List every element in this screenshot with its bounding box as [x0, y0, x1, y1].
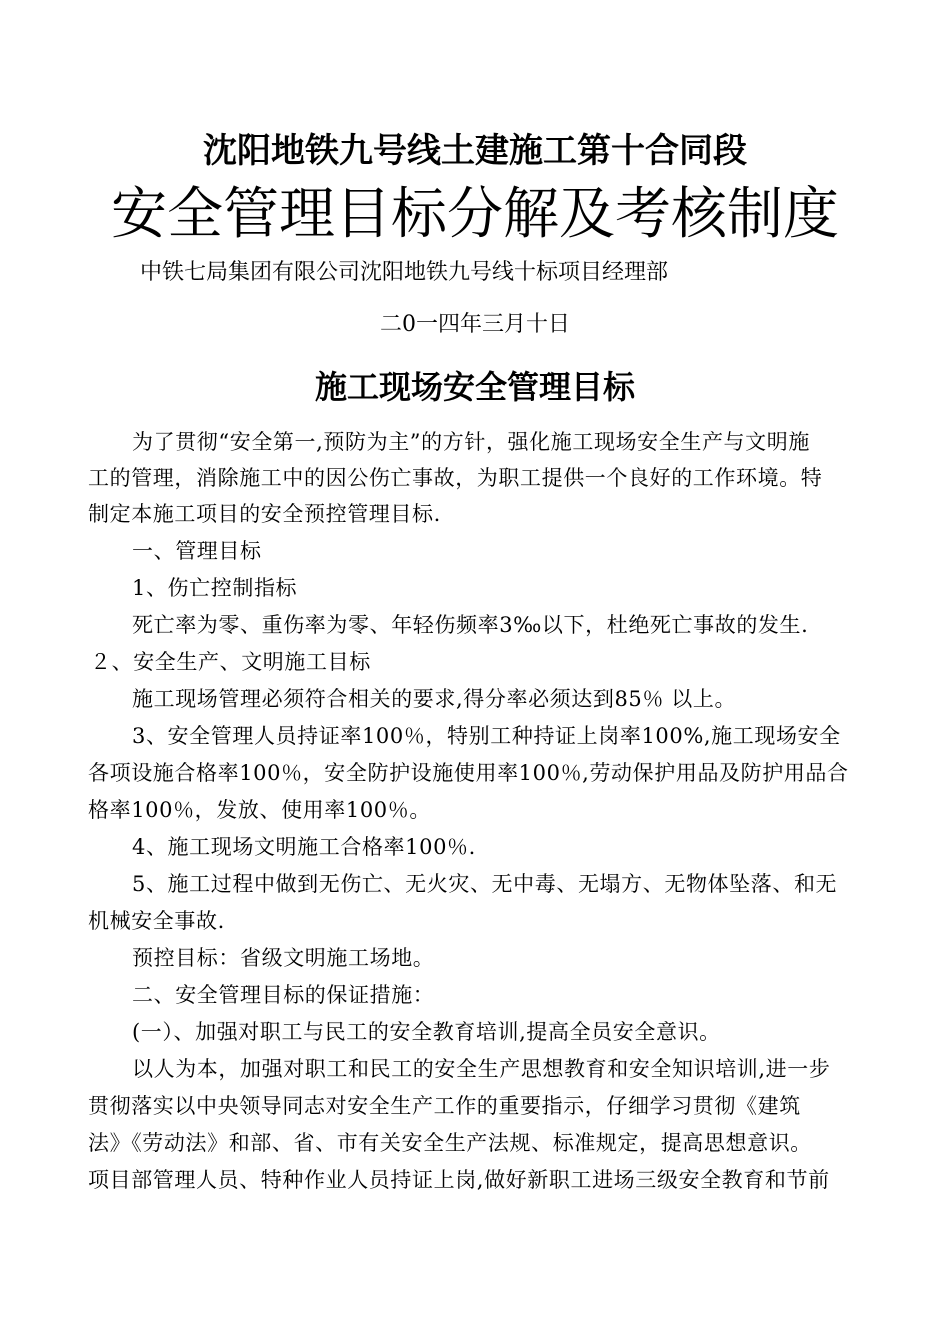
- body-line: 项目部管理人员、特种作业人员持证上岗,做好新职工进场三级安全教育和节前: [88, 1168, 830, 1192]
- body-line: 为了贯彻“安全第一,预防为主”的方针，强化施工现场安全生产与文明施: [132, 430, 810, 454]
- body-line: 施工现场管理必须符合相关的要求,得分率必须达到85％ 以上。: [132, 687, 737, 711]
- section-heading: 施工现场安全管理目标: [314, 368, 635, 406]
- document-title-line1: 沈阳地铁九号线土建施工第十合同段: [203, 131, 747, 171]
- body-line: 机械安全事故.: [88, 909, 225, 933]
- body-line: 二、安全管理目标的保证措施：: [132, 983, 435, 1007]
- body-line: 5、施工过程中做到无伤亡、无火灾、无中毒、无塌方、无物体坠落、和无: [132, 872, 838, 896]
- body-line: 3、安全管理人员持证率100％，特别工种持证上岗率100%,施工现场安全: [132, 724, 841, 748]
- organization-name: 中铁七局集团有限公司沈阳地铁九号线十标项目经理部: [140, 260, 669, 285]
- body-line: ２、安全生产、文明施工目标: [90, 650, 371, 674]
- body-line: 各项设施合格率100％，安全防护设施使用率100％,劳动保护用品及防护用品合: [88, 761, 849, 785]
- body-line: 法》《劳动法》和部、省、市有关安全生产法规、标准规定，提高思想意识。: [88, 1131, 812, 1155]
- body-line: 制定本施工项目的安全预控管理目标.: [88, 502, 441, 526]
- body-line: 4、施工现场文明施工合格率100％.: [132, 835, 476, 859]
- body-line: 预控目标：省级文明施工场地。: [132, 946, 435, 970]
- body-line: 一、管理目标: [132, 539, 262, 563]
- body-line: 以人为本，加强对职工和民工的安全生产思想教育和安全知识培训,进一步: [132, 1057, 831, 1081]
- body-line: 格率100％，发放、使用率100％。: [88, 798, 431, 822]
- document-date: 二0一四年三月十日: [380, 312, 570, 337]
- body-line: (一）、加强对职工与民工的安全教育培训,提高全员安全意识。: [132, 1020, 721, 1044]
- body-line: 贯彻落实以中央领导同志对安全生产工作的重要指示，仔细学习贯彻《建筑: [88, 1094, 801, 1118]
- body-line: 工的管理，消除施工中的因公伤亡事故，为职工提供一个良好的工作环境。特: [88, 466, 823, 490]
- body-line: 死亡率为零、重伤率为零、年轻伤频率3‰以下，杜绝死亡事故的发生.: [132, 613, 809, 637]
- document-title-line2: 安全管理目标分解及考核制度: [111, 182, 839, 247]
- body-line: 1、伤亡控制指标: [132, 576, 298, 600]
